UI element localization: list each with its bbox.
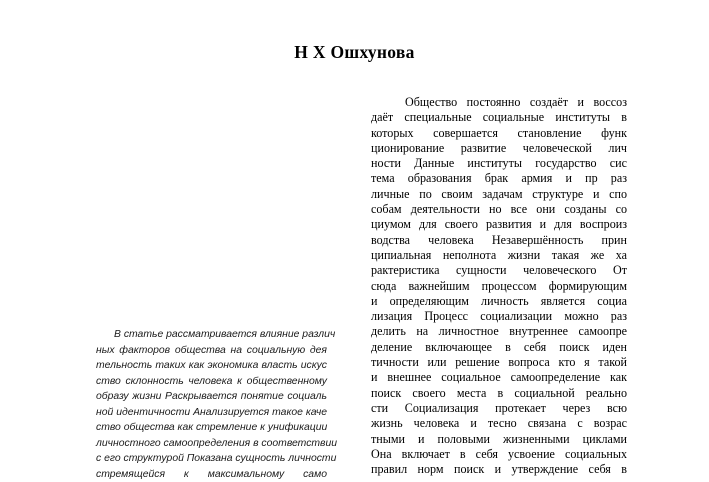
main-text-line: лизация Процесс социализации можно раз — [371, 309, 627, 324]
abstract-line: стремящейся к максимальному само — [96, 467, 327, 482]
abstract-line: образу жизни Раскрывается понятие социаль — [96, 389, 327, 405]
main-text-line: Общество постоянно создаёт и воссоз — [371, 95, 627, 110]
main-text-line: рактеристика сущности человеческого От — [371, 263, 627, 278]
author-name: Н Х Ошхунова — [0, 42, 709, 63]
main-text-line: ности Данные институты государство сис — [371, 156, 627, 171]
abstract-line: личностного самоопределения в соответствии — [96, 436, 327, 452]
main-text-line: личные по своим задачам структуре и спо — [371, 187, 627, 202]
abstract-line: ной идентичности Анализируется такое каче — [96, 405, 327, 421]
main-text-line: и внешнее социальное самоопределение как — [371, 370, 627, 385]
abstract-line: ство склонность человека к общественному — [96, 374, 327, 390]
abstract-line: ных факторов общества на социальную дея — [96, 343, 327, 359]
abstract-line: ство общества как стремление к унификации — [96, 420, 327, 436]
main-text-line: которых совершается становление функ — [371, 126, 627, 141]
main-text-line: деление включающее в себя поиск иден — [371, 340, 627, 355]
main-text-line: даёт специальные социальные институты в — [371, 110, 627, 125]
abstract-block — [96, 327, 327, 482]
main-text-line: правил норм поиск и утверждение себя в — [371, 462, 627, 477]
main-text-line: собам деятельности но все они созданы со — [371, 202, 627, 217]
main-text-line: тичности или решение вопроса кто я такой — [371, 355, 627, 370]
main-text-line: поиск своего места в социальной реально — [371, 386, 627, 401]
main-text-line: Она включает в себя усвоение социальных — [371, 447, 627, 462]
main-text-line: сти Социализация протекает через всю — [371, 401, 627, 416]
main-text-line: жизнь человека и тесно связана с возрас — [371, 416, 627, 431]
main-text-line: тема образования брак армия и пр раз — [371, 171, 627, 186]
abstract-line: В статье рассматривается влияние различ — [96, 327, 327, 343]
main-text-line: циумом для своего развития и для воспроиз — [371, 217, 627, 232]
main-text-line: ципиальная неполнота жизни такая же ха — [371, 248, 627, 263]
main-text-column — [371, 95, 627, 477]
abstract-line: с его структурой Показана сущность личности — [96, 451, 327, 467]
main-text-line: тными и половыми жизненными циклами — [371, 432, 627, 447]
main-text-line: ционирование развитие человеческой лич — [371, 141, 627, 156]
abstract-line: тельность таких как экономика власть искус — [96, 358, 327, 374]
main-text-line: сюда важнейшим процессом формирующим — [371, 279, 627, 294]
main-text-line: делить на личностное внутреннее самоопре — [371, 324, 627, 339]
main-text-line: и определяющим личность является социа — [371, 294, 627, 309]
main-text-line: водства человека Незавершённость прин — [371, 233, 627, 248]
